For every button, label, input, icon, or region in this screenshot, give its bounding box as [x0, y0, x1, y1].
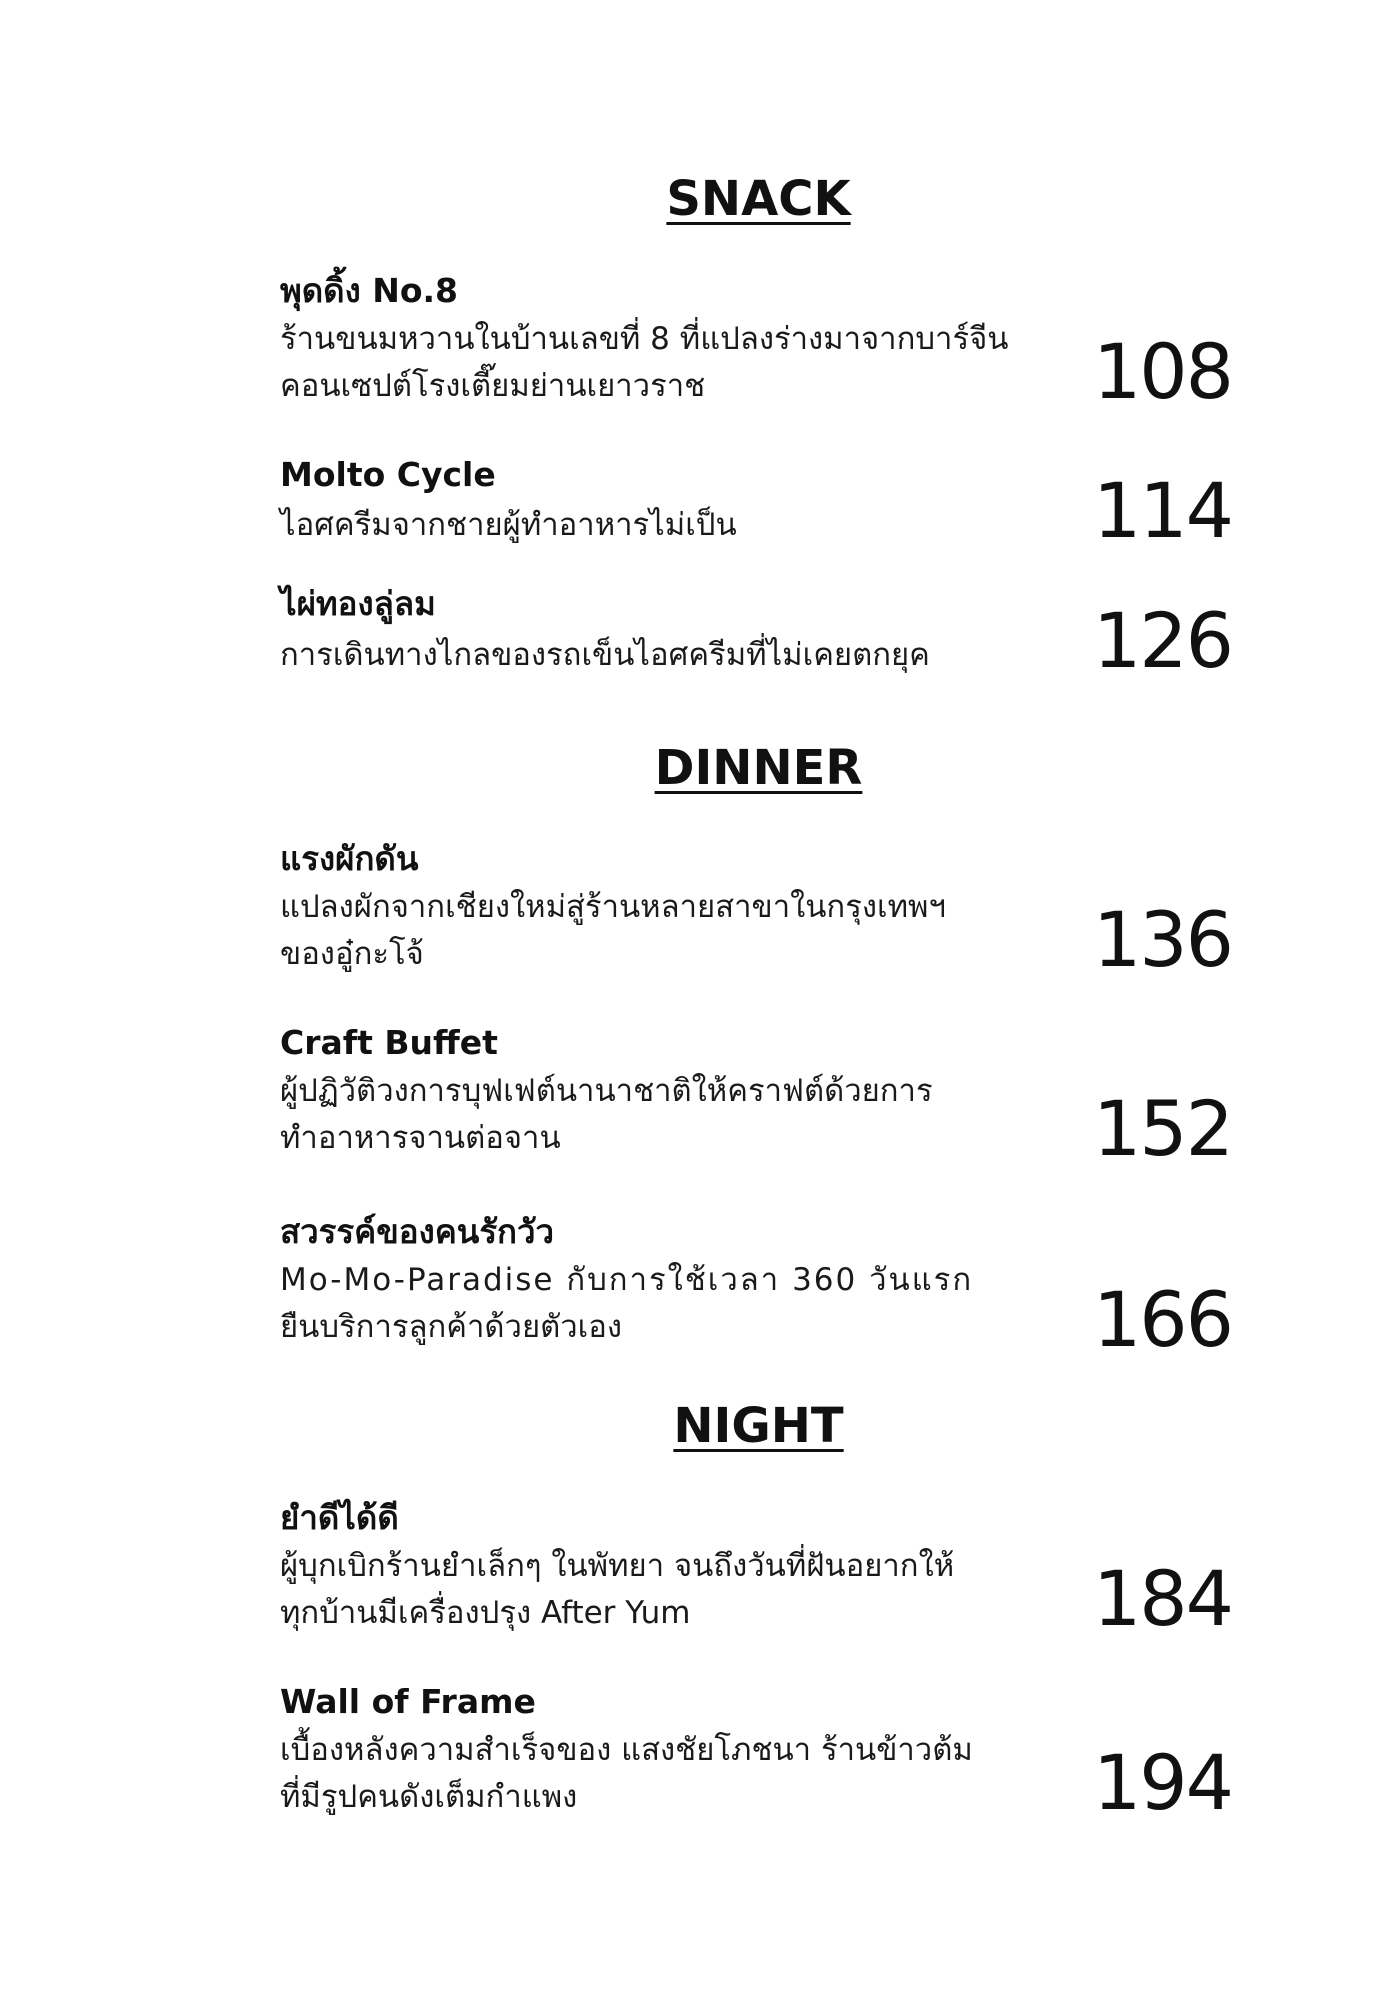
item-desc-line: การเดินทางไกลของรถเข็นไอศครีมที่ไม่เคยตกยุค [280, 637, 930, 673]
section-title-snack: SNACK [666, 171, 851, 227]
section-title-dinner: DINNER [654, 740, 863, 796]
item-name-yam-dee-dai-dee: ยำดีได้ดี [280, 1498, 399, 1537]
item-desc-wall-of-frame [280, 1727, 1000, 1821]
item-desc-phai-thong [280, 632, 1000, 679]
item-name-sawan-khong-khon-rak-wua: สวรรค์ของคนรักวัว [280, 1212, 555, 1251]
item-name-molto-cycle: Molto Cycle [280, 455, 496, 494]
item-desc-line: ทำอาหารจานต่อจาน [280, 1120, 561, 1156]
section-title-night: NIGHT [673, 1398, 844, 1454]
item-desc-line: ร้านขนมหวานในบ้านเลขที่ 8 ที่แปลงร่างมาจากบาร์จีน [280, 321, 1009, 357]
item-desc-sawan-khong-khon-rak-wua [280, 1257, 1000, 1351]
item-price-craft-buffet: 152 [1092, 1084, 1232, 1173]
item-desc-line: ยืนบริการลูกค้าด้วยตัวเอง [280, 1309, 623, 1345]
item-desc-raeng-phak-dan [280, 884, 1000, 978]
item-desc-pudding-no8 [280, 316, 1009, 410]
item-name-phai-thong: ไผ่ทองลู่ลม [280, 584, 436, 623]
item-desc-line: แปลงผักจากเชียงใหม่สู่ร้านหลายสาขาในกรุงเทพฯ [280, 889, 946, 925]
item-desc-line: ผู้ปฏิวัติวงการบุฟเฟต์นานาชาติให้คราฟต์ด้วยการ [280, 1073, 933, 1109]
item-desc-line: ที่มีรูปคนดังเต็มกำแพง [280, 1779, 578, 1815]
item-price-yam-dee-dai-dee: 184 [1092, 1554, 1232, 1643]
item-desc-line: Mo-Mo-Paradise กับการใช้เวลา 360 วันแรก [280, 1262, 974, 1298]
item-price-pudding-no8: 108 [1092, 327, 1232, 416]
item-desc-line: เบื้องหลังความสำเร็จของ แสงชัยโภชนา ร้านข้าวต้ม [280, 1732, 973, 1768]
item-name-pudding-no8: พุดดิ้ง No.8 [280, 271, 459, 310]
item-desc-craft-buffet [280, 1068, 1000, 1162]
item-desc-line: คอนเซปต์โรงเตี๊ยมย่านเยาวราช [280, 368, 706, 404]
item-desc-molto-cycle [280, 502, 1000, 549]
item-desc-yam-dee-dai-dee [280, 1543, 1000, 1637]
item-desc-line: ทุกบ้านมีเครื่องปรุง After Yum [280, 1595, 691, 1631]
item-price-sawan-khong-khon-rak-wua: 166 [1092, 1275, 1232, 1364]
item-name-craft-buffet: Craft Buffet [280, 1023, 498, 1062]
item-price-raeng-phak-dan: 136 [1092, 895, 1232, 984]
item-price-wall-of-frame: 194 [1092, 1738, 1232, 1827]
item-desc-line: ของอู๋กะโจ้ [280, 936, 424, 972]
item-price-molto-cycle: 114 [1092, 466, 1232, 555]
item-name-raeng-phak-dan: แรงผักดัน [280, 839, 419, 878]
item-name-wall-of-frame: Wall of Frame [280, 1682, 536, 1721]
item-desc-line: ผู้บุกเบิกร้านยำเล็กๆ ในพัทยา จนถึงวันที่ฝันอยากให้ [280, 1548, 955, 1584]
item-price-phai-thong: 126 [1092, 596, 1232, 685]
item-desc-line: ไอศครีมจากชายผู้ทำอาหารไม่เป็น [280, 507, 737, 543]
